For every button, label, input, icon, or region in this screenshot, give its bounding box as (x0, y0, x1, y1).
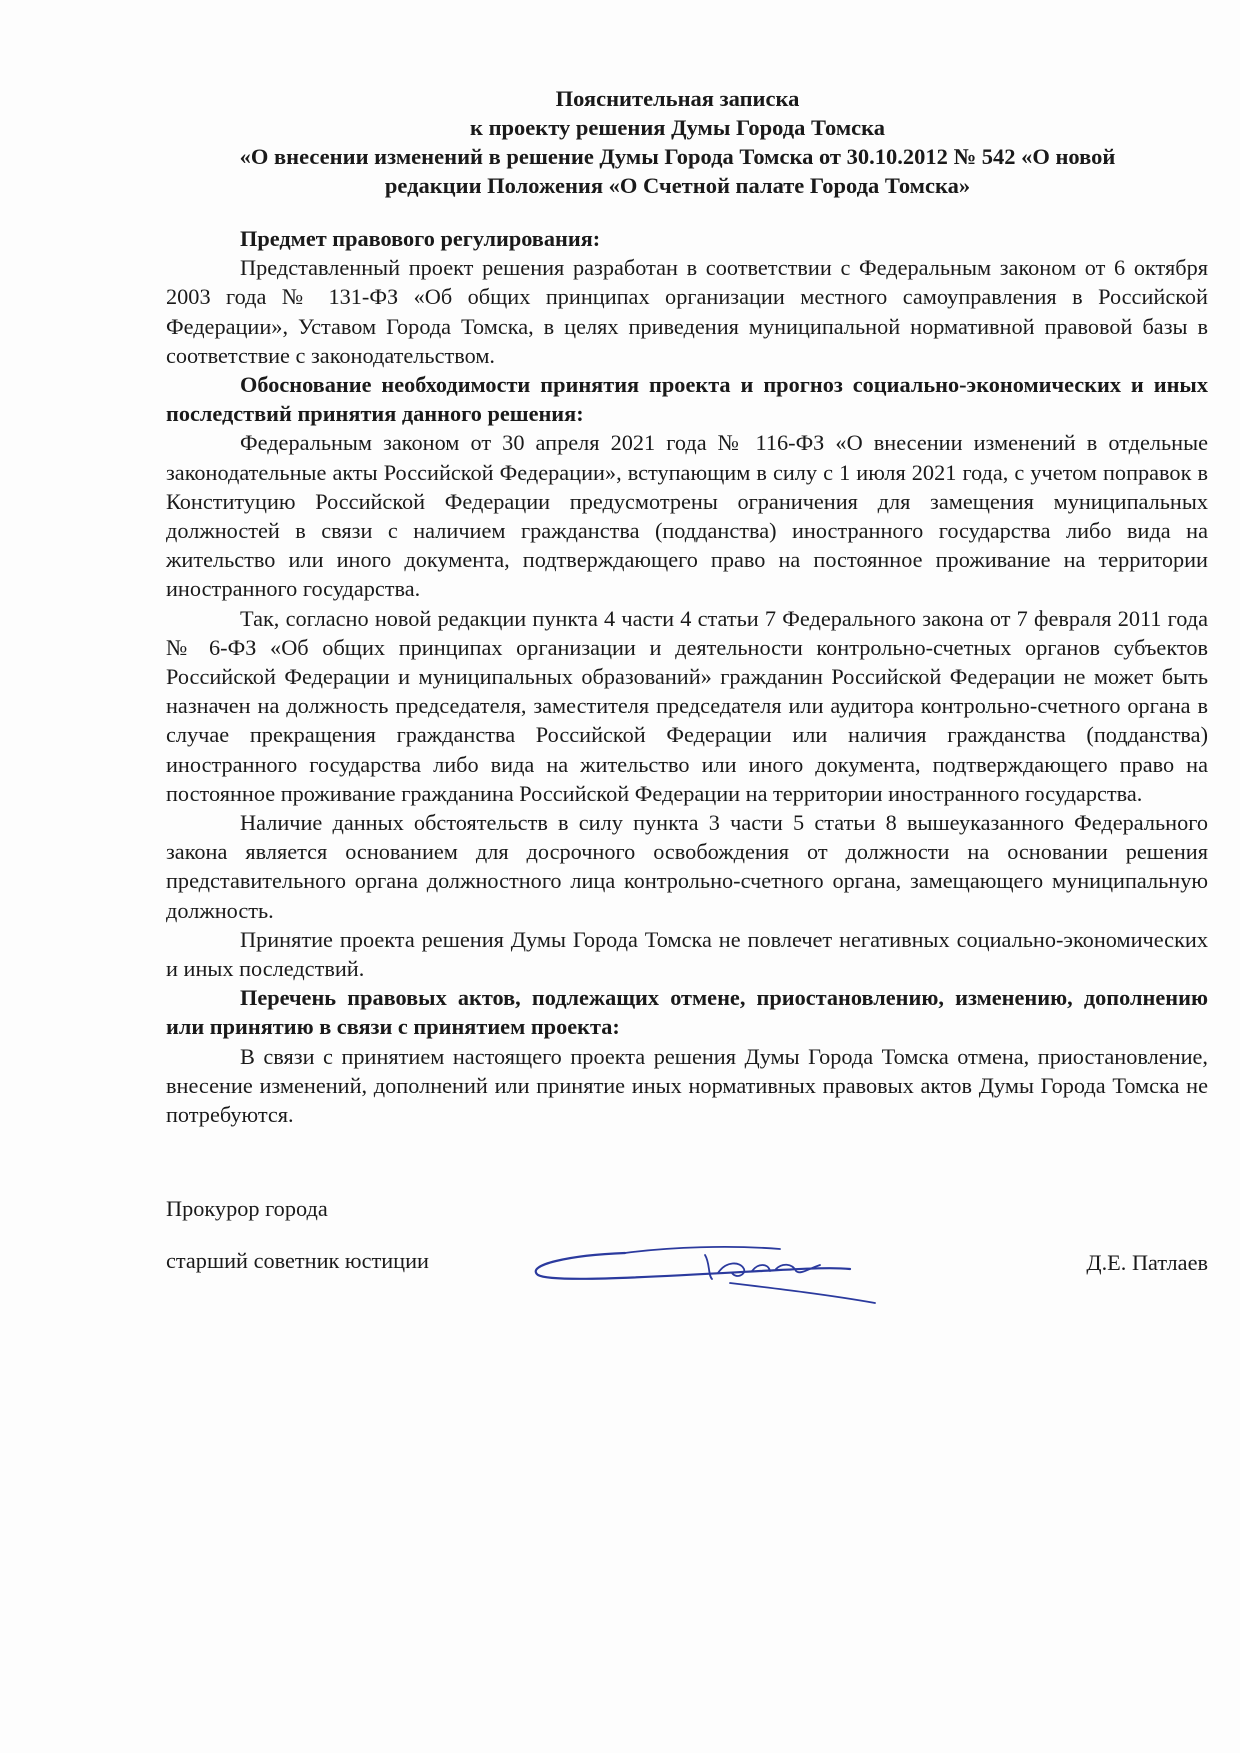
paragraph-early-dismissal: Наличие данных обстоятельств в силу пункта 3 части 5 статьи 8 вышеуказанного Федерального закона является основанием для досрочного освобождения от должности на основании решения представительного органа должностного лица контрольно-счетного органа, замещающего муниципальную должность. (166, 810, 1208, 923)
document-body (166, 224, 1208, 1129)
paragraph-federal-law-116: Федеральным законом от 30 апреля 2021 года № 116-ФЗ «О внесении изменений в отдельные законодательные акты Российской Федерации», вступающим в силу с 1 июля 2021 года, с учетом поправок в Конституцию Российской Федерации предусмотрены ограничения для замещения муниципальных должностей в связи с наличием гражданства (подданства) иностранного государства либо вида на жительство или иного документа, подтверждающего право на постоянное проживание на территории иностранного государства. (166, 430, 1208, 602)
paragraph-subject: Представленный проект решения разработан в соответствии с Федеральным законом от 6 октября 2003 года № 131-ФЗ «Об общих принципах организации местного самоуправления в Российской Федерации», Уставом Города Томска, в целях приведения муниципальной нормативной правовой базы в соответствие с законодательством. (166, 255, 1208, 368)
signer-position-line-2: старший советник юстиции (166, 1248, 429, 1273)
title-line-4: редакции Положения «О Счетной палате Города Томска» (384, 173, 971, 198)
document-title (150, 84, 1205, 200)
paragraph-federal-law-6: Так, согласно новой редакции пункта 4 части 4 статьи 7 Федерального закона от 7 февраля 2011 года № 6-ФЗ «Об общих принципах организации и деятельности контрольно-счетных органов субъектов Российской Федерации и муниципальных образований» гражданин Российской Федерации не может быть назначен на должность председателя, заместителя председателя или аудитора контрольно-счетного органа в случае прекращения гражданства Российской Федерации или наличия гражданства (подданства) иностранного государства либо вида на жительство или иного документа, подтверждающего право на постоянное проживание гражданина Российской Федерации на территории иностранного государства. (166, 605, 1208, 806)
signer-name: Д.Е. Патлаев (1086, 1250, 1208, 1275)
title-line-3: «О внесении изменений в решение Думы Города Томска от 30.10.2012 № 542 «О новой (239, 144, 1116, 169)
section-heading-subject: Предмет правового регулирования: (240, 226, 601, 251)
signature-stroke-top (625, 1247, 780, 1253)
title-line-1: Пояснительная записка (555, 86, 800, 111)
section-heading-legal-acts: Перечень правовых актов, подлежащих отмене, приостановлению, изменению, дополнению или принятию в связи с принятием проекта: (166, 985, 1208, 1040)
signature-stroke-letters (705, 1255, 820, 1279)
signature-stroke-main (536, 1253, 850, 1279)
paragraph-no-consequences: Принятие проекта решения Думы Города Томска не повлечет негативных социально-экономических и иных последствий. (166, 926, 1208, 982)
section-heading-justification: Обоснование необходимости принятия проекта и прогноз социально-экономических и иных последствий принятия данного решения: (166, 372, 1208, 427)
signer-position-line-1: Прокурор города (166, 1196, 328, 1221)
handwritten-signature (530, 1233, 900, 1308)
paragraph-legal-acts: В связи с принятием настоящего проекта решения Думы Города Томска отмена, приостановление, внесение изменений, дополнений или принятие иных нормативных правовых актов Думы Города Томска не потребуются. (166, 1043, 1208, 1128)
signature-stroke-tail (730, 1283, 875, 1303)
title-line-2: к проекту решения Думы Города Томска (469, 115, 886, 140)
